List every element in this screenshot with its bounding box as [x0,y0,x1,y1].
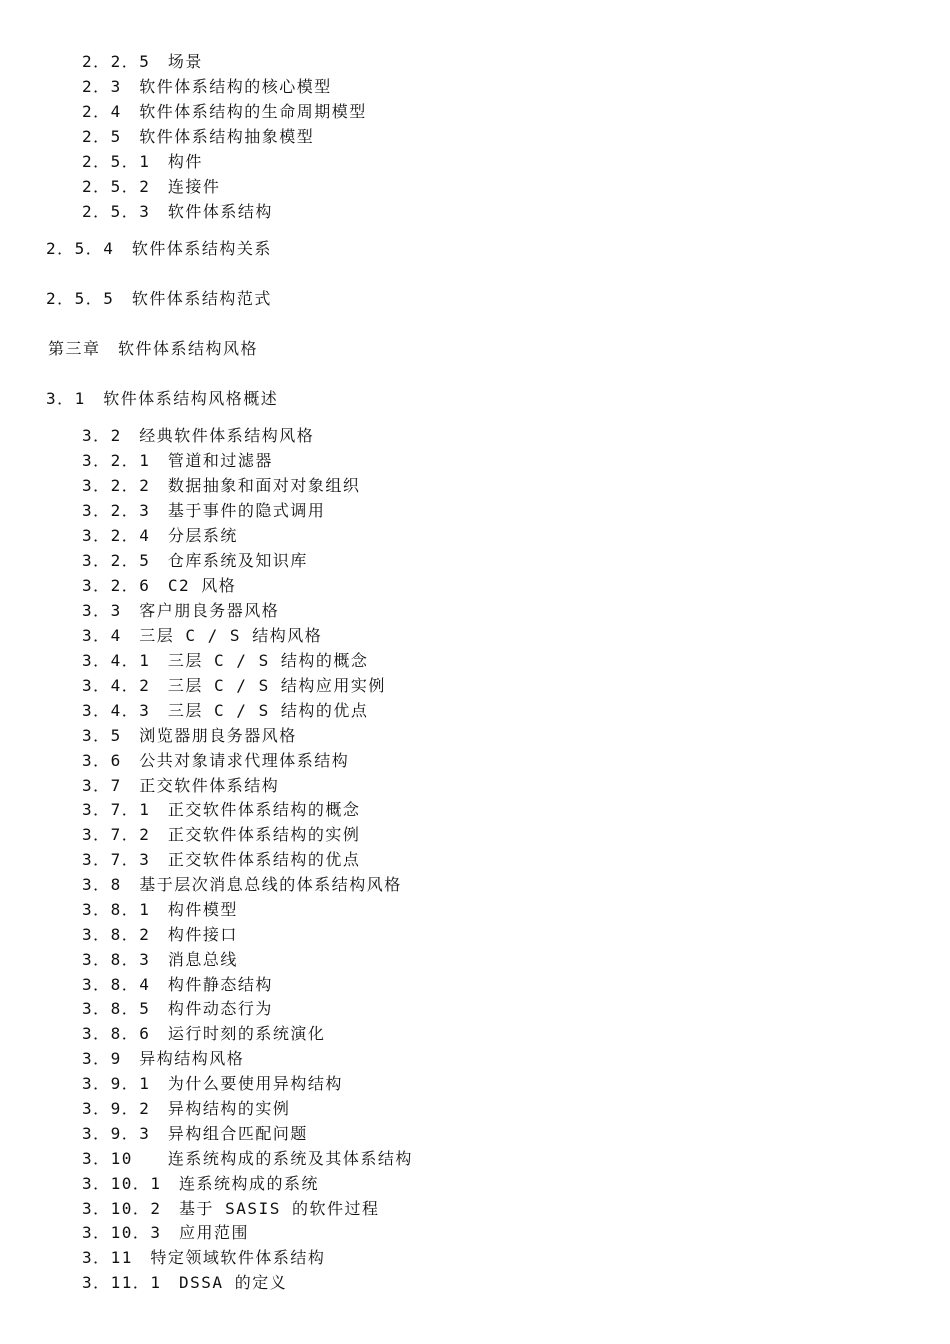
chapter-heading: 第三章 软件体系结构风格 [48,339,259,358]
toc-entry: 3．9．1 为什么要使用异构结构 [82,1074,343,1093]
toc-entry: 3．8．5 构件动态行为 [82,999,273,1018]
toc-entry: 2．5．5 软件体系结构范式 [46,289,272,308]
toc-entry: 3．10 连系统构成的系统及其体系结构 [82,1149,413,1168]
toc-entry: 3．9 异构结构风格 [82,1049,245,1068]
toc-entry: 2．5 软件体系结构抽象模型 [82,127,315,146]
toc-entry: 3．4．2 三层 C / S 结构应用实例 [82,676,386,695]
toc-entry: 3．8 基于层次消息总线的体系结构风格 [82,875,402,894]
toc-entry: 3．2．6 C2 风格 [82,576,237,595]
toc-entry: 2．3 软件体系结构的核心模型 [82,77,332,96]
toc-entry: 3．2．2 数据抽象和面对对象组织 [82,476,361,495]
toc-entry: 3．6 公共对象请求代理体系结构 [82,751,350,770]
toc-entry: 3．10．1 连系统构成的系统 [82,1174,320,1193]
toc-entry: 2．5．2 连接件 [82,177,221,196]
toc-entry: 3．10．3 应用范围 [82,1223,250,1242]
toc-entry: 3．7 正交软件体系结构 [82,776,280,795]
toc-entry: 3．11．1 DSSA 的定义 [82,1273,288,1292]
toc-entry: 3．7．3 正交软件体系结构的优点 [82,850,361,869]
toc-entry: 3．8．2 构件接口 [82,925,238,944]
toc-entry: 3．8．3 消息总线 [82,950,238,969]
toc-entry: 3．7．2 正交软件体系结构的实例 [82,825,361,844]
toc-entry: 3．2．3 基于事件的隐式调用 [82,501,326,520]
toc-entry: 2．5．3 软件体系结构 [82,202,273,221]
toc-entry: 3．9．2 异构结构的实例 [82,1099,291,1118]
toc-entry: 3．2．4 分层系统 [82,526,238,545]
toc-entry: 3．2 经典软件体系结构风格 [82,426,315,445]
toc-entry: 3．9．3 异构组合匹配问题 [82,1124,308,1143]
toc-entry: 2．5．4 软件体系结构关系 [46,239,272,258]
toc-entry: 3．8．6 运行时刻的系统演化 [82,1024,326,1043]
toc-entry: 3．1 软件体系结构风格概述 [46,389,279,408]
toc-entry: 3．4 三层 C / S 结构风格 [82,626,323,645]
toc-entry: 3．2．1 管道和过滤器 [82,451,273,470]
toc-entry: 3．4．3 三层 C / S 结构的优点 [82,701,369,720]
toc-entry: 3．11 特定领域软件体系结构 [82,1248,326,1267]
toc-entry: 3．2．5 仓库系统及知识库 [82,551,308,570]
toc-entry: 3．3 客户朋良务器风格 [82,601,280,620]
toc-entry: 2．2．5 场景 [82,52,203,71]
toc-entry: 2．4 软件体系结构的生命周期模型 [82,102,367,121]
toc-entry: 3．8．4 构件静态结构 [82,975,273,994]
toc-entry: 2．5．1 构件 [82,152,203,171]
toc-entry: 3．4．1 三层 C / S 结构的概念 [82,651,369,670]
toc-entry: 3．7．1 正交软件体系结构的概念 [82,800,361,819]
toc-entry: 3．10．2 基于 SASIS 的软件过程 [82,1199,380,1218]
toc-entry: 3．5 浏览器朋良务器风格 [82,726,297,745]
toc-entry: 3．8．1 构件模型 [82,900,238,919]
